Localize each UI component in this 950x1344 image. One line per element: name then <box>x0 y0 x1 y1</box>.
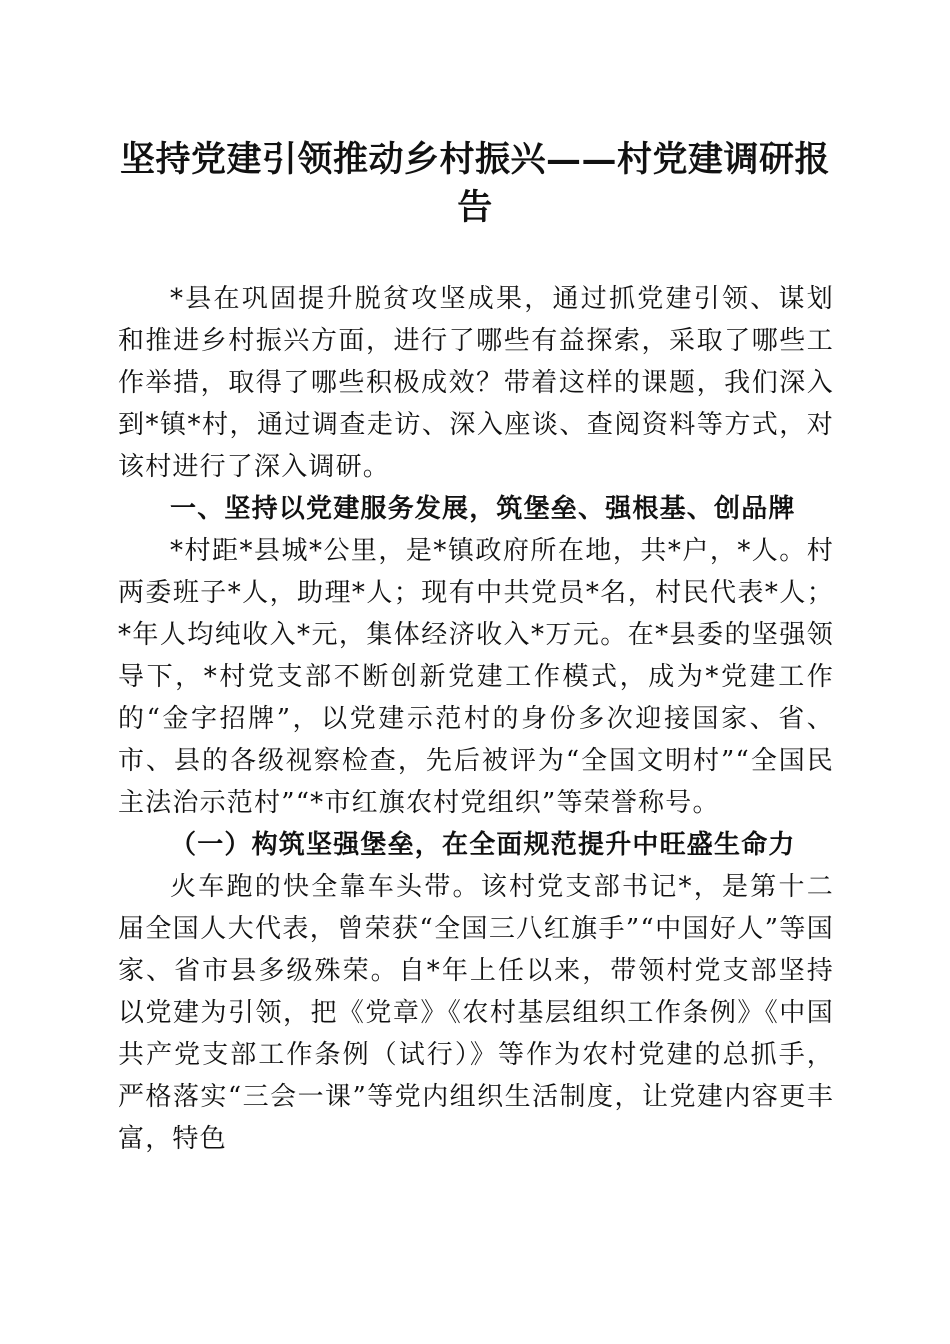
intro-paragraph: *县在巩固提升脱贫攻坚成果，通过抓党建引领、谋划和推进乡村振兴方面，进行了哪些有益探索，采取了哪些工作举措，取得了哪些积极成效？带着这样的课题，我们深入到*镇*村，通过调查走访、深入座谈、查阅资料等方式，对该村进行了深入调研。 <box>118 284 834 482</box>
section-heading-1: 一、坚持以党建服务发展，筑堡垒、强根基、创品牌 <box>170 494 796 524</box>
subsection-1-paragraph: 火车跑的快全靠车头带。该村党支部书记*，是第十二届全国人大代表，曾荣获“全国三八红旗手”“中国好人”等国家、省市县多级殊荣。自*年上任以来，带领村党支部坚持以党建为引领，把《党章》《农村基层组织工作条例》《中国共产党支部工作条例（试行）》等作为农村党建的总抓手，严格落实“三会一课”等党内组织生活制度，让党建内容更丰富，特色 <box>118 872 834 1154</box>
document-title: 坚持党建引领推动乡村振兴——村党建调研报告 <box>119 139 830 228</box>
subsection-heading-1: （一）构筑坚强堡垒，在全面规范提升中旺盛生命力 <box>170 830 796 860</box>
document-body <box>118 278 834 1160</box>
section-1-paragraph: *村距*县城*公里，是*镇政府所在地，共*户，*人。村两委班子*人，助理*人；现有中共党员*名，村民代表*人；*年人均纯收入*元，集体经济收入*万元。在*县委的坚强领导下，*村党支部不断创新党建工作模式，成为*党建工作的“金字招牌”，以党建示范村的身份多次迎接国家、省、市、县的各级视察检查，先后被评为“全国文明村”“全国民主法治示范村”“*市红旗农村党组织”等荣誉称号。 <box>118 536 834 818</box>
